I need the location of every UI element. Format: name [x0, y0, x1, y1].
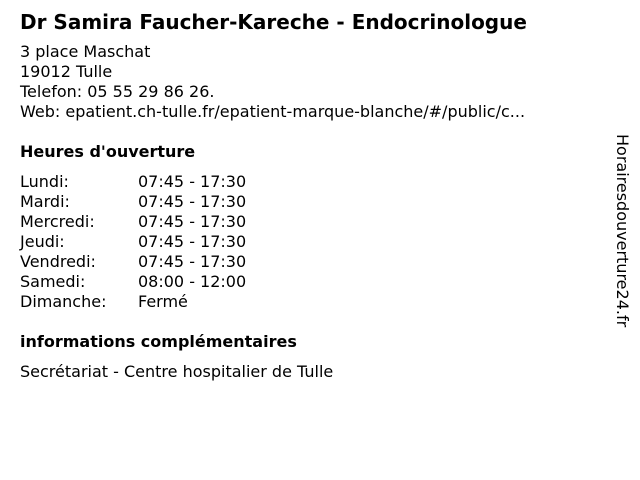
day-label: Vendredi: [20, 252, 96, 271]
time-range: 07:45 - 17:30 [138, 192, 247, 211]
address-city: 19012 Tulle [20, 62, 113, 81]
hours-row-saturday [20, 272, 600, 292]
phone-number[interactable]: Telefon: 05 55 29 86 26. [20, 82, 215, 101]
site-brand-watermark: Horairesdouverture24.fr [613, 134, 632, 328]
time-range: 07:45 - 17:30 [138, 232, 247, 251]
time-range: 07:45 - 17:30 [138, 212, 247, 231]
opening-hours-table [20, 172, 600, 312]
day-label: Mercredi: [20, 212, 95, 231]
day-label: Samedi: [20, 272, 86, 291]
hours-row-tuesday [20, 192, 600, 212]
hours-row-thursday [20, 232, 600, 252]
day-label: Dimanche: [20, 292, 107, 311]
time-range: 08:00 - 12:00 [138, 272, 247, 291]
address-street: 3 place Maschat [20, 42, 151, 61]
hours-row-friday [20, 252, 600, 272]
day-label: Jeudi: [20, 232, 65, 251]
page-title: Dr Samira Faucher-Kareche - Endocrinologue [20, 10, 527, 34]
additional-info-heading: informations complémentaires [20, 332, 297, 351]
hours-row-wednesday [20, 212, 600, 232]
time-range: Fermé [138, 292, 188, 311]
business-details [20, 8, 600, 382]
day-label: Mardi: [20, 192, 70, 211]
hours-row-sunday [20, 292, 600, 312]
additional-info-text: Secrétariat - Centre hospitalier de Tulle [20, 362, 334, 381]
hours-row-monday [20, 172, 600, 192]
time-range: 07:45 - 17:30 [138, 172, 247, 191]
day-label: Lundi: [20, 172, 69, 191]
time-range: 07:45 - 17:30 [138, 252, 247, 271]
opening-hours-heading: Heures d'ouverture [20, 142, 196, 161]
website-link[interactable]: Web: epatient.ch-tulle.fr/epatient-marque-blanche/#/public/c... [20, 102, 526, 121]
